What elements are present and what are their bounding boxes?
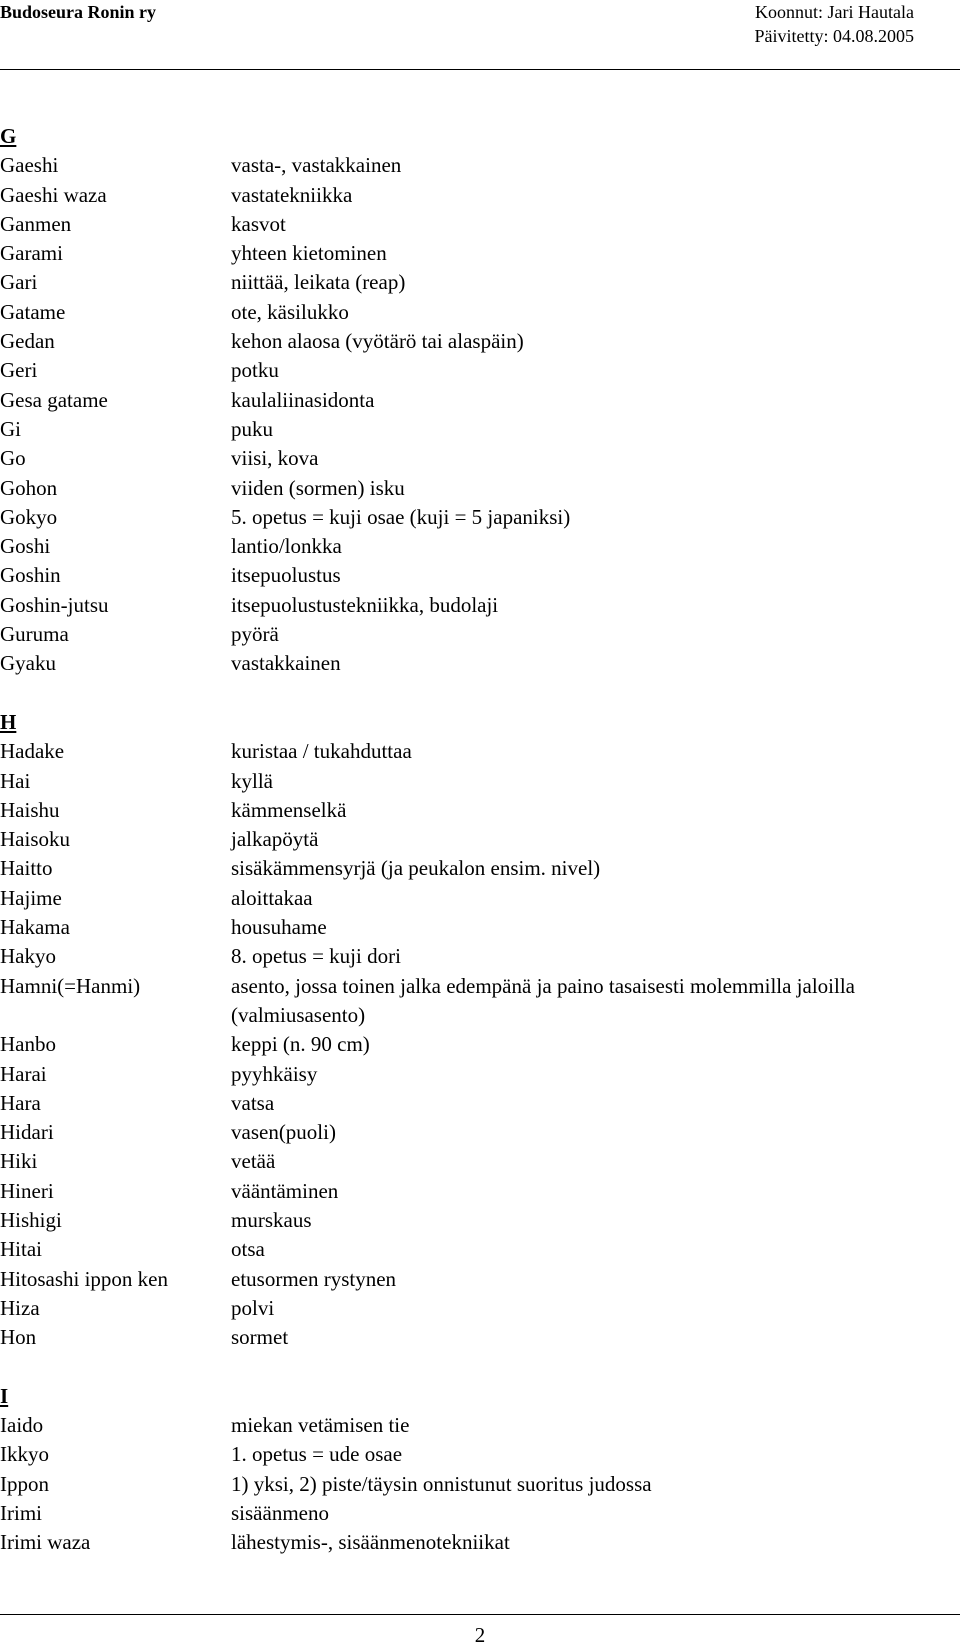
entry-definition: lähestymis-, sisäänmenotekniikat <box>231 1530 510 1555</box>
glossary-entry <box>0 620 950 649</box>
entry-term: Hiza <box>0 1295 40 1320</box>
entry-definition: vastakkainen <box>231 651 341 676</box>
glossary-entry <box>0 1089 950 1118</box>
entry-definition: 5. opetus = kuji osae (kuji = 5 japaniksi) <box>231 504 571 529</box>
entry-definition: vasta-, vastakkainen <box>231 153 402 178</box>
section-gap <box>0 679 950 708</box>
section-letter: G <box>0 124 17 148</box>
entry-definition: 1) yksi, 2) piste/täysin onnistunut suoritus judossa <box>231 1471 652 1496</box>
entry-term: Hidari <box>0 1120 54 1145</box>
glossary-entry <box>0 356 950 385</box>
entry-definition: kaulaliinasidonta <box>231 387 375 412</box>
glossary-entry <box>0 415 950 444</box>
glossary-entry <box>0 327 950 356</box>
entry-term: Hitosashi ippon ken <box>0 1266 168 1291</box>
entry-term: Hiki <box>0 1149 38 1174</box>
entry-term: Gaeshi waza <box>0 182 107 207</box>
entry-definition: jalkapöytä <box>231 827 319 852</box>
entry-term: Gi <box>0 416 21 441</box>
header-rule <box>0 69 960 70</box>
entry-term: Irimi waza <box>0 1530 91 1555</box>
entry-definition: polvi <box>231 1295 275 1320</box>
page-number: 2 <box>474 1623 486 1647</box>
entry-definition: housuhame <box>231 915 327 940</box>
glossary-entry <box>0 1030 950 1059</box>
entry-term: Gatame <box>0 299 66 324</box>
entry-term: Ganmen <box>0 211 72 236</box>
entry-definition: viiden (sormen) isku <box>231 475 405 500</box>
glossary-entry <box>0 1206 950 1235</box>
entry-term: Go <box>0 446 26 471</box>
entry-definition: kehon alaosa (vyötärö tai alaspäin) <box>231 329 524 354</box>
entry-definition: puku <box>231 416 273 441</box>
entry-definition: kasvot <box>231 211 286 236</box>
glossary-entry <box>0 591 950 620</box>
entry-definition: itsepuolustustekniikka, budolaji <box>231 592 499 617</box>
glossary-entry <box>0 561 950 590</box>
glossary-entry <box>0 767 950 796</box>
entry-term: Hakyo <box>0 944 56 969</box>
entry-definition: itsepuolustus <box>231 563 341 588</box>
glossary-entry <box>0 1499 950 1528</box>
entry-term: Haitto <box>0 856 53 881</box>
glossary-entry <box>0 913 950 942</box>
entry-term: Iaido <box>0 1413 44 1438</box>
entry-term: Hon <box>0 1325 37 1350</box>
glossary <box>0 122 950 1558</box>
entry-term: Goshin <box>0 563 61 588</box>
glossary-entry <box>0 737 950 766</box>
entry-definition: viisi, kova <box>231 446 319 471</box>
entry-term: Gari <box>0 270 38 295</box>
entry-definition: murskaus <box>231 1207 312 1232</box>
entry-term: Hineri <box>0 1178 54 1203</box>
entry-definition: kyllä <box>231 768 273 793</box>
glossary-entry <box>0 239 950 268</box>
entry-term: Gokyo <box>0 504 58 529</box>
glossary-entry <box>0 298 950 327</box>
entry-definition: pyyhkäisy <box>231 1061 318 1086</box>
entry-term: Hishigi <box>0 1207 62 1232</box>
entry-definition: otsa <box>231 1237 265 1262</box>
glossary-entry <box>0 1265 950 1294</box>
entry-term: Hamni(=Hanmi) <box>0 973 141 998</box>
entry-definition: asento, jossa toinen jalka edempänä ja paino tasaisesti molemmilla jaloilla (valmiusasento) <box>231 973 855 1027</box>
section-letter: I <box>0 1383 9 1408</box>
entry-term: Goshin-jutsu <box>0 592 109 617</box>
entry-definition: kuristaa / tukahduttaa <box>231 739 412 764</box>
updated-line: Päivitetty: 04.08.2005 <box>754 26 914 46</box>
entry-term: Gyaku <box>0 651 56 676</box>
glossary-entry <box>0 1528 950 1557</box>
entry-term: Geri <box>0 358 38 383</box>
entry-term: Irimi <box>0 1500 42 1525</box>
entry-definition: sisäänmeno <box>231 1500 329 1525</box>
glossary-entry <box>0 1177 950 1206</box>
entry-term: Haisoku <box>0 827 70 852</box>
entry-term: Gesa gatame <box>0 387 108 412</box>
entry-term: Hadake <box>0 739 65 764</box>
entry-term: Hara <box>0 1090 41 1115</box>
entry-definition: sisäkämmensyrjä (ja peukalon ensim. nivel) <box>231 856 601 881</box>
glossary-entry <box>0 151 950 180</box>
entry-definition: potku <box>231 358 279 383</box>
entry-definition: 1. opetus = ude osae <box>231 1442 403 1467</box>
entry-definition: 8. opetus = kuji dori <box>231 944 401 969</box>
glossary-entry <box>0 649 950 678</box>
glossary-entry <box>0 210 950 239</box>
entry-definition: vatsa <box>231 1090 275 1115</box>
entry-term: Harai <box>0 1061 47 1086</box>
glossary-entry <box>0 1147 950 1176</box>
entry-definition: kämmenselkä <box>231 797 347 822</box>
entry-definition: ote, käsilukko <box>231 299 349 324</box>
glossary-entry <box>0 1440 950 1469</box>
entry-term: Hanbo <box>0 1032 56 1057</box>
entry-definition: lantio/lonkka <box>231 534 342 559</box>
glossary-entry <box>0 1060 950 1089</box>
glossary-entry <box>0 972 950 1031</box>
entry-term: Gohon <box>0 475 58 500</box>
entry-term: Hakama <box>0 915 70 940</box>
entry-term: Ikkyo <box>0 1442 49 1467</box>
entry-definition: sormet <box>231 1325 289 1350</box>
entry-term: Ippon <box>0 1471 49 1496</box>
glossary-entry <box>0 1235 950 1264</box>
glossary-entry <box>0 503 950 532</box>
footer-rule <box>0 1614 960 1615</box>
entry-term: Guruma <box>0 622 69 647</box>
glossary-entry <box>0 884 950 913</box>
glossary-entry <box>0 532 950 561</box>
entry-definition: miekan vetämisen tie <box>231 1413 410 1438</box>
glossary-entry <box>0 1294 950 1323</box>
entry-definition: vääntäminen <box>231 1178 339 1203</box>
entry-definition: keppi (n. 90 cm) <box>231 1032 370 1057</box>
entry-definition: etusormen rystynen <box>231 1266 397 1291</box>
entry-definition: vasen(puoli) <box>231 1120 336 1145</box>
glossary-entry <box>0 1323 950 1352</box>
entry-definition: niittää, leikata (reap) <box>231 270 406 295</box>
glossary-entry <box>0 854 950 883</box>
entry-definition: aloittakaa <box>231 885 313 910</box>
section-gap <box>0 1352 950 1381</box>
compiler-line: Koonnut: Jari Hautala <box>755 2 914 22</box>
glossary-entry <box>0 1118 950 1147</box>
entry-definition: vetää <box>231 1149 276 1174</box>
header-meta <box>755 0 915 48</box>
section-letter: H <box>0 709 17 734</box>
glossary-entry <box>0 1411 950 1440</box>
entry-term: Haishu <box>0 797 60 822</box>
entry-definition: pyörä <box>231 622 279 647</box>
organization-name: Budoseura Ronin ry <box>0 2 157 22</box>
glossary-entry <box>0 1470 950 1499</box>
glossary-entry <box>0 444 950 473</box>
entry-definition: yhteen kietominen <box>231 241 387 266</box>
entry-term: Gaeshi <box>0 153 59 178</box>
glossary-entry <box>0 268 950 297</box>
glossary-entry <box>0 474 950 503</box>
entry-term: Hitai <box>0 1237 42 1262</box>
glossary-entry <box>0 181 950 210</box>
entry-term: Hai <box>0 768 31 793</box>
entry-term: Hajime <box>0 885 62 910</box>
entry-term: Gedan <box>0 329 55 354</box>
entry-term: Goshi <box>0 534 51 559</box>
glossary-entry <box>0 825 950 854</box>
glossary-entry <box>0 386 950 415</box>
glossary-entry <box>0 796 950 825</box>
entry-term: Garami <box>0 241 63 266</box>
glossary-entry <box>0 942 950 971</box>
entry-definition: vastatekniikka <box>231 182 353 207</box>
